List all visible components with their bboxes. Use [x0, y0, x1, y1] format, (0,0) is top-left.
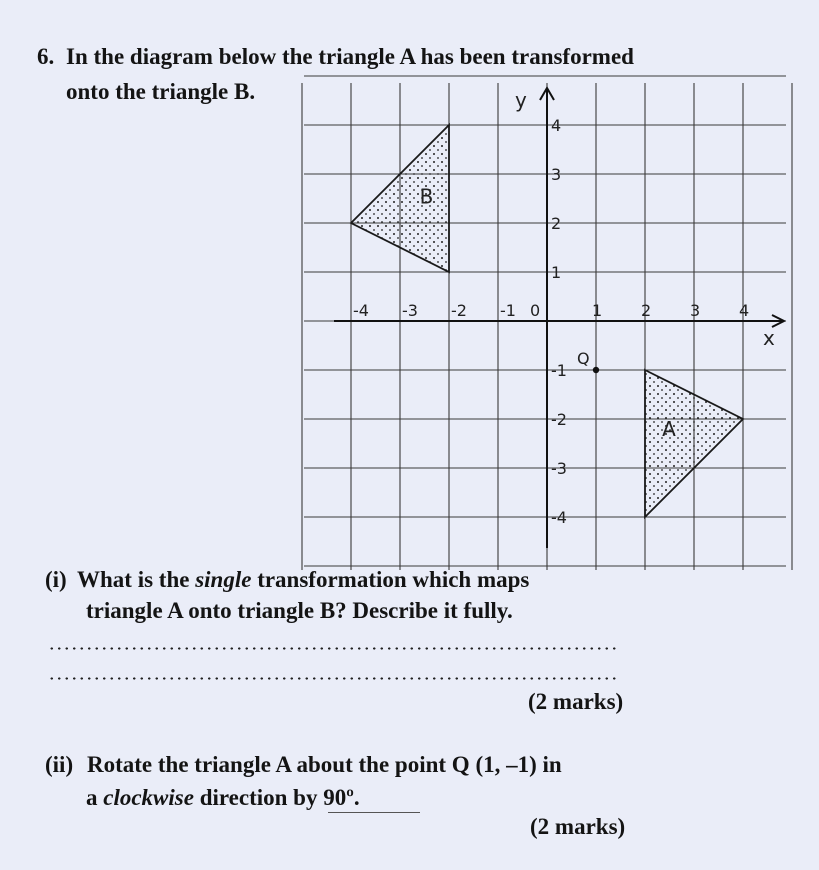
y-tick-label: -1	[551, 361, 567, 380]
triangle-a-label: A	[662, 417, 676, 442]
x-tick-label: -3	[402, 301, 418, 320]
y-axis-label: y	[515, 88, 527, 112]
part-i-label: (i)	[45, 567, 67, 592]
x-tick-label: 3	[690, 301, 701, 320]
x-tick-label: 4	[739, 301, 750, 320]
part-i-question-line2: triangle A onto triangle B? Describe it fully.	[86, 598, 513, 623]
part-i-question-line1: What is the single transformation which maps	[77, 567, 530, 592]
y-tick-label: 4	[551, 116, 562, 135]
part-i-marks: (2 marks)	[528, 689, 624, 714]
part-ii-label: (ii)	[45, 752, 74, 777]
y-tick-label: 3	[551, 165, 562, 184]
x-tick-label: -2	[451, 301, 467, 320]
y-tick-label: -3	[551, 459, 567, 478]
y-tick-label: -4	[551, 508, 567, 527]
x-tick-label: -4	[353, 301, 369, 320]
part-ii-question-line2: a clockwise direction by 90º.	[86, 785, 360, 810]
y-tick-label: 1	[551, 263, 562, 282]
point-q-label: Q	[577, 349, 590, 368]
x-tick-label: -1	[500, 301, 516, 320]
question-number: 6.	[37, 44, 55, 69]
triangle-b-label: B	[419, 184, 434, 209]
x-axis-label: x	[763, 326, 775, 350]
y-tick-label: -2	[551, 410, 567, 429]
part-ii-marks: (2 marks)	[530, 814, 626, 839]
x-tick-label: 2	[641, 301, 652, 320]
x-tick-label: 1	[592, 301, 603, 320]
part-ii-question-line1: Rotate the triangle A about the point Q (1, –1) in	[87, 752, 562, 777]
y-tick-label: 2	[551, 214, 562, 233]
origin-label: 0	[530, 301, 541, 320]
answer-line-1[interactable]	[48, 647, 618, 650]
answer-line-2[interactable]	[48, 677, 618, 680]
pencil-underline	[328, 812, 420, 813]
point-q[interactable]	[593, 367, 599, 373]
question-text-line1: In the diagram below the triangle A has been transformed	[66, 44, 634, 69]
question-text-line2: onto the triangle B.	[66, 79, 256, 104]
